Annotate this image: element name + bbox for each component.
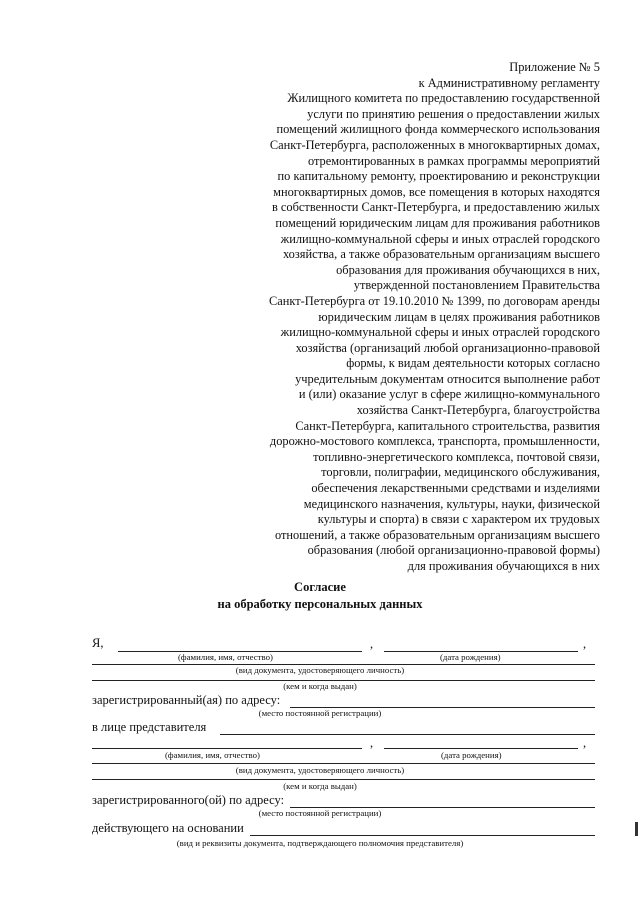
comma: , bbox=[370, 637, 374, 651]
comma: , bbox=[370, 736, 374, 750]
scan-edge-mark bbox=[635, 822, 638, 836]
annex-line: торговли, полиграфии, медицинского обслуживания, bbox=[321, 465, 600, 480]
annex-header bbox=[220, 60, 600, 575]
comma: , bbox=[583, 736, 587, 750]
rep-birthdate-caption: (дата рождения) bbox=[441, 750, 502, 760]
annex-line: юридическим лицам в целях проживания работников bbox=[318, 309, 600, 324]
annex-line: отношений, а также образовательным организациям высшего bbox=[274, 527, 600, 542]
annex-line: по капитальному ремонту, проектированию и реконструкции bbox=[277, 169, 600, 184]
annex-line: образования (любой организационно-правовой формы) bbox=[307, 543, 600, 558]
rep-fio-field[interactable] bbox=[92, 748, 362, 749]
annex-line: услуги по принятию решения о предоставлении жилых bbox=[307, 106, 600, 121]
annex-line: отремонтированных в рамках программы мероприятий bbox=[307, 153, 600, 168]
annex-line: культуры и спорта) в связи с характером их трудовых bbox=[317, 512, 600, 527]
residence-caption: (место постоянной регистрации) bbox=[258, 708, 382, 718]
representative-label: в лице представителя bbox=[92, 720, 207, 734]
annex-line: формы, к видам деятельности которых согласно bbox=[346, 356, 600, 371]
comma: , bbox=[583, 637, 587, 651]
acting-basis-field[interactable] bbox=[250, 835, 595, 836]
annex-line: учредительным документам относится выполнение работ bbox=[295, 371, 600, 386]
annex-line: жилищно-коммунальной сферы и иных отраслей городского bbox=[280, 325, 600, 340]
annex-line: Санкт-Петербурга, капитального строительства, развития bbox=[295, 418, 600, 433]
document-title: Согласие bbox=[294, 580, 346, 594]
rep-issued-by-caption: (кем и когда выдан) bbox=[283, 781, 357, 791]
annex-line: в собственности Санкт-Петербурга, и предоставлению жилых bbox=[271, 200, 600, 215]
annex-line: помещений юридическим лицам для проживания работников bbox=[275, 215, 600, 230]
annex-line: медицинского назначения, культуры, науки, физической bbox=[303, 496, 600, 511]
i-label: Я, bbox=[92, 636, 104, 650]
authority-caption: (вид и реквизиты документа, подтверждающего полномочия представителя) bbox=[176, 838, 464, 848]
rep-issued-by-field[interactable] bbox=[92, 779, 595, 780]
acting-basis-label: действующего на основании bbox=[92, 821, 244, 835]
id-document-caption: (вид документа, удостоверяющего личность) bbox=[235, 665, 405, 675]
annex-line: утвержденной постановлением Правительства bbox=[353, 278, 600, 293]
annex-line: жилищно-коммунальной сферы и иных отраслей городского bbox=[280, 231, 600, 246]
annex-line: к Административному регламенту bbox=[418, 75, 600, 90]
rep-id-document-field[interactable] bbox=[92, 763, 595, 764]
annex-line: хозяйства Санкт-Петербурга, благоустройства bbox=[356, 403, 600, 418]
rep-residence-caption: (место постоянной регистрации) bbox=[258, 808, 382, 818]
rep-registered-address-label: зарегистрированного(ой) по адресу: bbox=[92, 793, 285, 807]
annex-line: хозяйства, а также образовательным организациям высшего bbox=[282, 247, 600, 262]
fio-caption: (фамилия, имя, отчество) bbox=[178, 652, 273, 662]
annex-line: Жилищного комитета по предоставлению государственной bbox=[287, 91, 600, 106]
representative-field[interactable] bbox=[220, 734, 595, 735]
annex-line: Санкт-Петербурга, расположенных в многоквартирных домах, bbox=[269, 137, 600, 152]
rep-id-document-caption: (вид документа, удостоверяющего личность) bbox=[235, 765, 405, 775]
annex-line: помещений жилищного фонда коммерческого использования bbox=[276, 122, 600, 137]
annex-line: для проживания обучающихся в них bbox=[407, 559, 600, 573]
rep-birthdate-field[interactable] bbox=[384, 748, 578, 749]
annex-line: обеспечения лекарственными средствами и изделиями bbox=[311, 481, 600, 496]
annex-line: хозяйства (организаций любой организационно-правовой bbox=[295, 340, 600, 355]
annex-line: топливно-энергетического комплекса, почтовой связи, bbox=[313, 449, 600, 464]
annex-line: и (или) оказание услуг в сфере жилищно-коммунального bbox=[298, 387, 600, 402]
rep-fio-caption: (фамилия, имя, отчество) bbox=[165, 750, 260, 760]
registered-address-label: зарегистрированный(ая) по адресу: bbox=[92, 693, 281, 707]
document-subtitle: на обработку персональных данных bbox=[217, 597, 423, 611]
annex-line: образования для проживания обучающихся в них, bbox=[336, 262, 600, 277]
annex-line: многоквартирных домов, все помещения в которых находятся bbox=[273, 184, 600, 199]
issued-by-caption: (кем и когда выдан) bbox=[283, 681, 357, 691]
birthdate-caption: (дата рождения) bbox=[440, 652, 501, 662]
annex-line: Приложение № 5 bbox=[509, 60, 600, 74]
annex-line: Санкт-Петербурга от 19.10.2010 № 1399, по договорам аренды bbox=[269, 293, 600, 308]
annex-line: дорожно-мостового комплекса, транспорта, промышленности, bbox=[269, 434, 600, 449]
